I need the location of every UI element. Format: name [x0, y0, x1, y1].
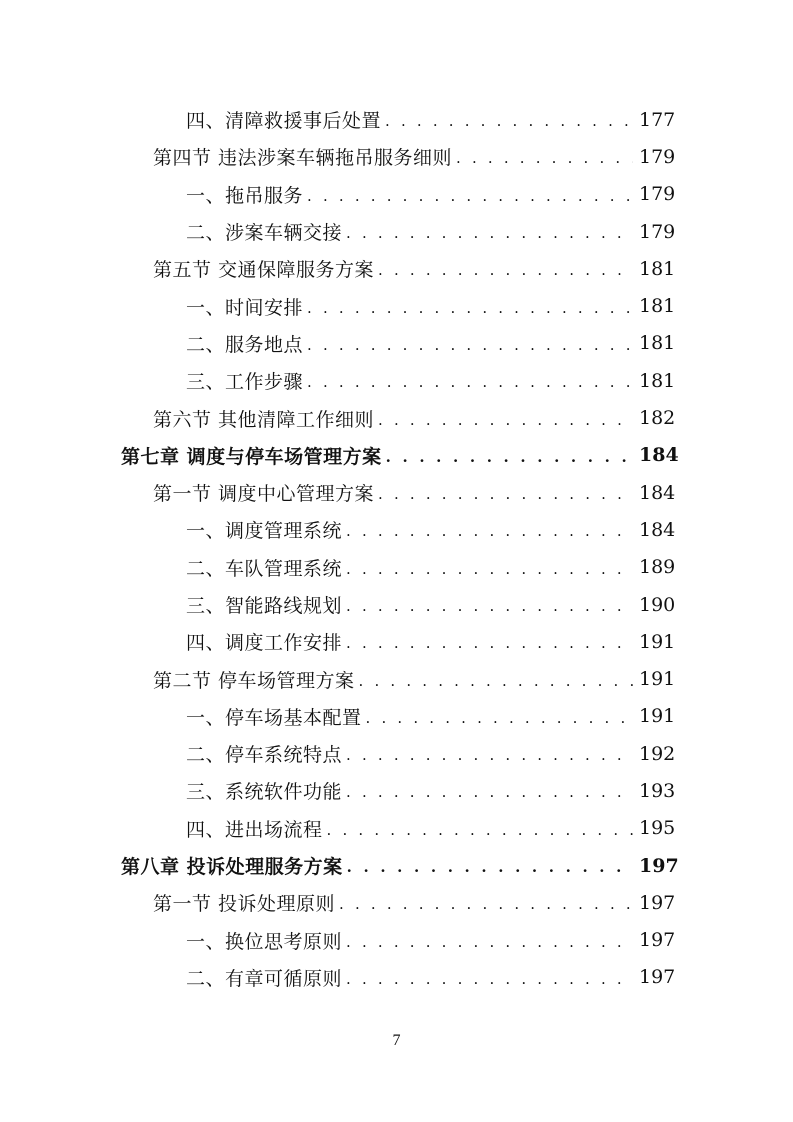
- toc-entry-page: 184: [639, 518, 676, 541]
- toc-entry-page: 197: [639, 966, 676, 989]
- toc-dot-leader: [385, 114, 633, 129]
- toc-entry-title: 第一节 调度中心管理方案: [153, 483, 375, 506]
- toc-entry-item[interactable]: [0, 735, 793, 772]
- toc-entry-section[interactable]: [0, 250, 793, 287]
- toc-entry-title: 三、智能路线规划: [186, 595, 343, 617]
- toc-dot-leader: [346, 599, 633, 614]
- toc-entry-item[interactable]: [0, 213, 793, 250]
- toc-dot-leader: [366, 711, 633, 726]
- toc-entry-item[interactable]: [0, 698, 793, 735]
- toc-dot-leader: [456, 151, 633, 166]
- toc-entry-item[interactable]: [0, 287, 793, 324]
- toc-entry-page: 181: [639, 295, 676, 318]
- toc-entry-page: 195: [639, 817, 676, 840]
- toc-entry-title: 二、停车系统特点: [186, 744, 343, 767]
- toc-entry-page: 179: [639, 145, 676, 168]
- toc-dot-leader: [346, 636, 633, 651]
- toc-entry-title: 第七章 调度与停车场管理方案: [121, 445, 382, 468]
- toc-entry-page: 179: [639, 220, 676, 243]
- toc-dot-leader: [346, 748, 633, 763]
- toc-dot-leader: [378, 263, 633, 278]
- toc-entry-section[interactable]: [0, 399, 793, 436]
- toc-entry-page: 189: [639, 556, 676, 579]
- toc-entry-page: 197: [639, 891, 676, 914]
- toc-entry-title: 三、系统软件功能: [186, 781, 343, 804]
- toc-entry-section[interactable]: [0, 660, 793, 697]
- toc-entry-title: 一、时间安排: [186, 296, 304, 319]
- toc-entry-title: 第六节 其他清障工作细则: [153, 408, 375, 431]
- toc-entry-title: 四、调度工作安排: [186, 632, 343, 655]
- toc-entry-title: 一、停车场基本配置: [186, 706, 362, 729]
- toc-dot-leader: [346, 524, 633, 539]
- toc-entry-section[interactable]: [0, 884, 793, 921]
- toc-dot-leader: [346, 935, 633, 950]
- toc-entry-title: 二、服务地点: [186, 333, 304, 356]
- toc-entry-page: 191: [639, 668, 676, 691]
- toc-entry-item[interactable]: [0, 549, 793, 586]
- toc-entry-item[interactable]: [0, 623, 793, 660]
- toc-entry-title: 四、清障救援事后处置: [186, 110, 382, 133]
- toc-dot-leader: [307, 375, 633, 390]
- toc-entry-title: 第八章 投诉处理服务方案: [121, 856, 343, 879]
- toc-entry-page: 182: [639, 407, 676, 430]
- toc-entry-title: 三、工作步骤: [186, 371, 304, 394]
- toc-dot-leader: [327, 823, 633, 838]
- toc-entry-item[interactable]: [0, 922, 793, 959]
- toc-entry-page: 192: [639, 742, 676, 765]
- toc-entry-title: 一、换位思考原则: [186, 930, 343, 953]
- toc-dot-leader: [307, 189, 633, 204]
- toc-entry-page: 181: [639, 332, 676, 355]
- toc-entry-page: 181: [639, 369, 676, 392]
- toc-dot-leader: [307, 338, 633, 353]
- toc-entry-item[interactable]: [0, 810, 793, 847]
- toc-entry-title: 四、进出场流程: [186, 818, 323, 841]
- toc-entry-title: 二、涉案车辆交接: [186, 222, 343, 245]
- toc-entry-title: 第二节 停车场管理方案: [153, 669, 355, 692]
- toc-entry-title: 一、拖吊服务: [186, 184, 304, 207]
- toc-dot-leader: [346, 226, 633, 241]
- toc-entry-title: 二、有章可循原则: [186, 967, 343, 990]
- toc-entry-page: 184: [639, 481, 676, 504]
- toc-entry-title: 二、车队管理系统: [186, 557, 343, 580]
- toc-entry-page: 179: [639, 183, 676, 206]
- toc-dot-leader: [378, 413, 633, 428]
- toc-dot-leader: [378, 487, 633, 502]
- toc-entry-section[interactable]: [0, 138, 793, 175]
- toc-entry-title: 一、调度管理系统: [186, 520, 343, 543]
- toc-entry-item[interactable]: [0, 101, 793, 138]
- table-of-contents: [0, 101, 793, 996]
- toc-dot-leader: [346, 562, 633, 577]
- page-number: 7: [392, 1032, 401, 1049]
- toc-entry-item[interactable]: [0, 959, 793, 996]
- toc-dot-leader: [346, 972, 633, 987]
- toc-dot-leader: [347, 860, 633, 875]
- toc-entry-page: 177: [639, 108, 676, 131]
- toc-dot-leader: [386, 450, 633, 465]
- toc-entry-item[interactable]: [0, 362, 793, 399]
- toc-entry-page: 191: [639, 705, 676, 728]
- toc-entry-item[interactable]: [0, 325, 793, 362]
- toc-entry-chapter[interactable]: [0, 437, 793, 474]
- toc-entry-chapter[interactable]: [0, 847, 793, 884]
- toc-entry-page: 184: [639, 444, 679, 467]
- toc-dot-leader: [359, 674, 633, 689]
- toc-entry-item[interactable]: [0, 176, 793, 213]
- toc-entry-item[interactable]: [0, 586, 793, 623]
- toc-entry-page: 197: [639, 929, 676, 952]
- toc-entry-section[interactable]: [0, 474, 793, 511]
- toc-entry-page: 191: [639, 630, 676, 653]
- toc-dot-leader: [307, 301, 633, 316]
- toc-dot-leader: [346, 785, 633, 800]
- toc-entry-page: 197: [639, 854, 679, 877]
- toc-entry-page: 190: [639, 593, 676, 616]
- toc-entry-page: 193: [639, 779, 676, 802]
- toc-entry-item[interactable]: [0, 772, 793, 809]
- toc-entry-title: 第一节 投诉处理原则: [153, 893, 336, 916]
- toc-dot-leader: [339, 897, 633, 912]
- toc-entry-title: 第四节 违法涉案车辆拖吊服务细则: [153, 147, 453, 170]
- toc-entry-title: 第五节 交通保障服务方案: [153, 259, 375, 282]
- toc-entry-item[interactable]: [0, 511, 793, 548]
- toc-entry-page: 181: [639, 257, 676, 280]
